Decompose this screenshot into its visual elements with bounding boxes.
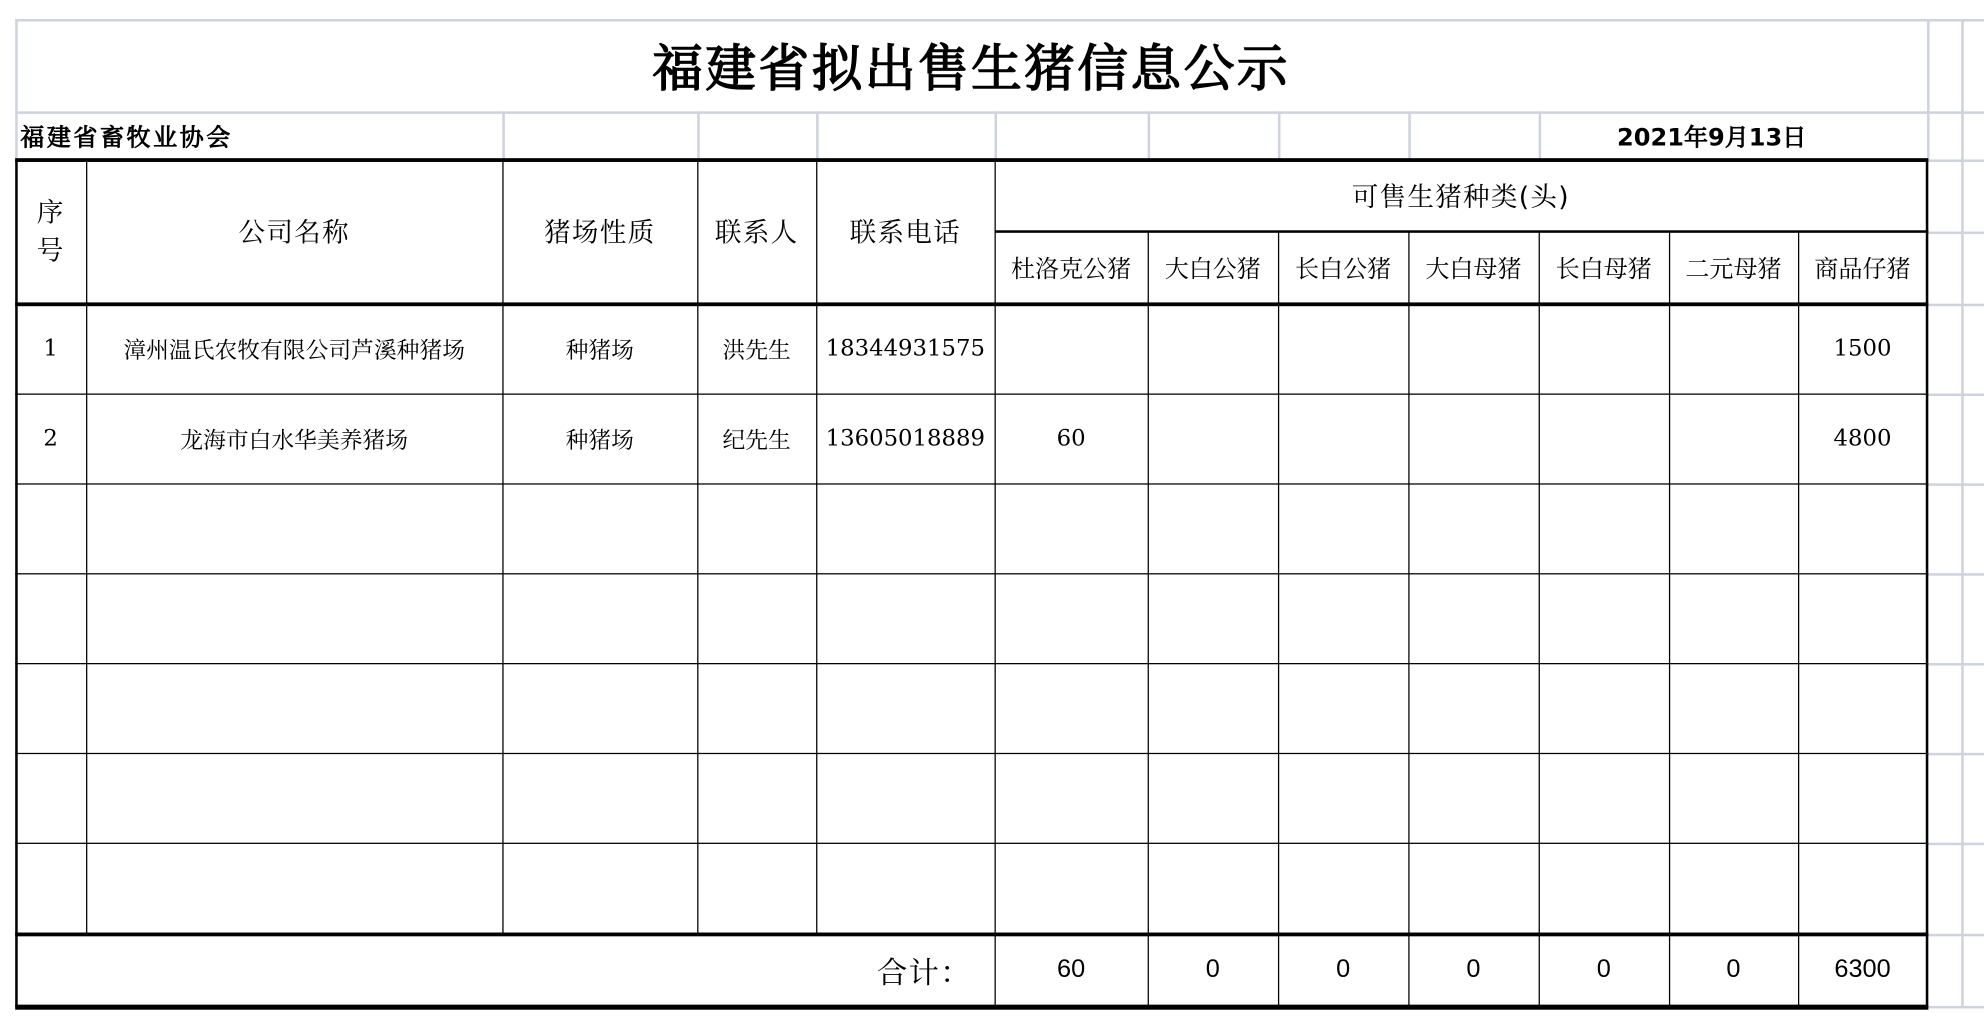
- header-phone: 联系电话: [849, 217, 961, 248]
- pig-count[interactable]: [1148, 573, 1278, 663]
- total-label: 合计：: [876, 955, 972, 991]
- pig-count[interactable]: [1408, 753, 1538, 843]
- gridline: [1927, 573, 1984, 575]
- header-company: 公司名称: [238, 217, 350, 248]
- contact-phone: [816, 483, 994, 573]
- pig-count[interactable]: [1278, 483, 1408, 573]
- contact-name: [697, 483, 816, 573]
- contact-name: 洪先生: [722, 337, 791, 364]
- gridline: [1927, 663, 1984, 665]
- pig-count[interactable]: [1278, 304, 1408, 394]
- farm-type: [502, 843, 697, 934]
- pig-count[interactable]: [995, 663, 1148, 753]
- total-value: 6300: [1834, 955, 1891, 984]
- gridline: [1927, 1006, 1984, 1008]
- pig-count[interactable]: [1539, 663, 1669, 753]
- header-type: 二元母猪: [1685, 255, 1782, 284]
- pig-count[interactable]: [1148, 753, 1278, 843]
- pig-count[interactable]: [995, 483, 1148, 573]
- contact-name: [697, 843, 816, 934]
- row-index: 1: [43, 335, 58, 362]
- gridline: [1927, 19, 1929, 159]
- company-name: [86, 753, 502, 843]
- header-farm-type: 猪场性质: [544, 217, 656, 248]
- pig-count[interactable]: [1669, 573, 1798, 663]
- header-pig-types: 可售生猪种类(头): [1351, 181, 1570, 212]
- contact-name: [697, 753, 816, 843]
- pig-count[interactable]: [1669, 753, 1798, 843]
- header-type: 大白母猪: [1425, 255, 1522, 284]
- pig-count[interactable]: [1539, 483, 1669, 573]
- gridline: [1278, 111, 1280, 159]
- pig-count[interactable]: [1278, 753, 1408, 843]
- pig-count[interactable]: [1148, 843, 1278, 934]
- pig-count[interactable]: [1539, 304, 1669, 394]
- gridline: [816, 111, 818, 159]
- pig-count[interactable]: [995, 304, 1148, 394]
- gridline: [1408, 111, 1410, 159]
- gridline: [1927, 843, 1984, 845]
- gridline: [1927, 753, 1984, 755]
- farm-type: [502, 483, 697, 573]
- pig-count[interactable]: [1539, 394, 1669, 484]
- contact-name: [697, 663, 816, 753]
- total-value: 0: [1336, 955, 1351, 984]
- row-index: [15, 483, 86, 573]
- pig-count[interactable]: 60: [1056, 425, 1086, 452]
- pig-count[interactable]: [1669, 304, 1798, 394]
- pig-count[interactable]: 4800: [1833, 425, 1892, 452]
- gridline: [1961, 19, 1963, 1006]
- company-name[interactable]: 漳州温氏农牧有限公司芦溪种猪场: [123, 337, 465, 364]
- total-value: 60: [1057, 955, 1086, 984]
- row-index: 2: [43, 425, 58, 452]
- pig-count[interactable]: [1148, 483, 1278, 573]
- farm-type: [502, 663, 697, 753]
- farm-type: [502, 573, 697, 663]
- pig-count[interactable]: [995, 753, 1148, 843]
- pig-count[interactable]: [1669, 394, 1798, 484]
- total-value: 0: [1596, 955, 1611, 984]
- header-type: 大白公猪: [1164, 255, 1261, 284]
- farm-type: 种猪场: [565, 427, 634, 454]
- pig-count[interactable]: 1500: [1833, 335, 1892, 362]
- row-index: [15, 843, 86, 934]
- pig-count[interactable]: [1278, 843, 1408, 934]
- company-name: [86, 573, 502, 663]
- pig-count[interactable]: [1408, 573, 1538, 663]
- gridline: [1927, 159, 1984, 161]
- pig-count[interactable]: [1539, 573, 1669, 663]
- gridline: [1927, 394, 1984, 396]
- total-value: 0: [1466, 955, 1481, 984]
- company-name: [86, 843, 502, 934]
- company-name[interactable]: 龙海市白水华美养猪场: [180, 427, 409, 454]
- pig-count[interactable]: [1408, 663, 1538, 753]
- row-index: [15, 573, 86, 663]
- gridline: [697, 111, 699, 159]
- contact-phone: [816, 753, 994, 843]
- organization-label: 福建省畜牧业协会: [20, 123, 233, 152]
- total-value: 0: [1205, 955, 1220, 984]
- header-type: 杜洛克公猪: [1010, 255, 1132, 284]
- pig-count[interactable]: [1148, 304, 1278, 394]
- contact-phone: [816, 843, 994, 934]
- gridline: [502, 111, 504, 159]
- header-type: 长白公猪: [1295, 255, 1392, 284]
- pig-count[interactable]: [1669, 483, 1798, 573]
- pig-count[interactable]: [995, 843, 1148, 934]
- contact-name: [697, 573, 816, 663]
- contact-phone[interactable]: 18344931575: [825, 335, 986, 362]
- pig-count[interactable]: [1408, 843, 1538, 934]
- pig-count[interactable]: [1408, 304, 1538, 394]
- pig-count[interactable]: [1669, 843, 1798, 934]
- contact-phone: [816, 573, 994, 663]
- gridline: [1927, 934, 1984, 936]
- header-type: 商品仔猪: [1814, 255, 1911, 284]
- row-index: [15, 663, 86, 753]
- pig-count[interactable]: [1408, 394, 1538, 484]
- company-name: [86, 663, 502, 753]
- date-label: 2021年9月13日: [1617, 123, 1807, 152]
- header-type: 长白母猪: [1555, 255, 1652, 284]
- page-title: 福建省拟出售生猪信息公示: [652, 40, 1290, 99]
- company-name: [86, 483, 502, 573]
- farm-type: [502, 753, 697, 843]
- pig-count[interactable]: [1669, 663, 1798, 753]
- pig-count[interactable]: [1278, 394, 1408, 484]
- pig-count[interactable]: [1539, 843, 1669, 934]
- gridline: [1148, 111, 1150, 159]
- gridline: [1927, 483, 1984, 485]
- pig-count[interactable]: [1408, 483, 1538, 573]
- pig-count[interactable]: [1798, 843, 1927, 934]
- pig-count[interactable]: [1798, 483, 1927, 573]
- pig-count[interactable]: [1148, 394, 1278, 484]
- pig-count[interactable]: [1539, 753, 1669, 843]
- pig-count[interactable]: [1798, 753, 1927, 843]
- pig-count[interactable]: [1278, 663, 1408, 753]
- pig-count[interactable]: [995, 573, 1148, 663]
- header-index: 序号: [36, 197, 65, 266]
- pig-count[interactable]: [1798, 663, 1927, 753]
- contact-phone[interactable]: 13605018889: [825, 425, 986, 452]
- pig-count[interactable]: [1798, 573, 1927, 663]
- pig-count[interactable]: [1278, 573, 1408, 663]
- gridline: [995, 111, 997, 159]
- contact-phone: [816, 663, 994, 753]
- gridline: [1927, 232, 1984, 234]
- row-index: [15, 753, 86, 843]
- gridline: [1927, 304, 1984, 306]
- header-contact: 联系人: [714, 217, 799, 248]
- pig-count[interactable]: [1148, 663, 1278, 753]
- contact-name: 纪先生: [722, 427, 791, 454]
- farm-type: 种猪场: [565, 337, 634, 364]
- total-value: 0: [1726, 955, 1741, 984]
